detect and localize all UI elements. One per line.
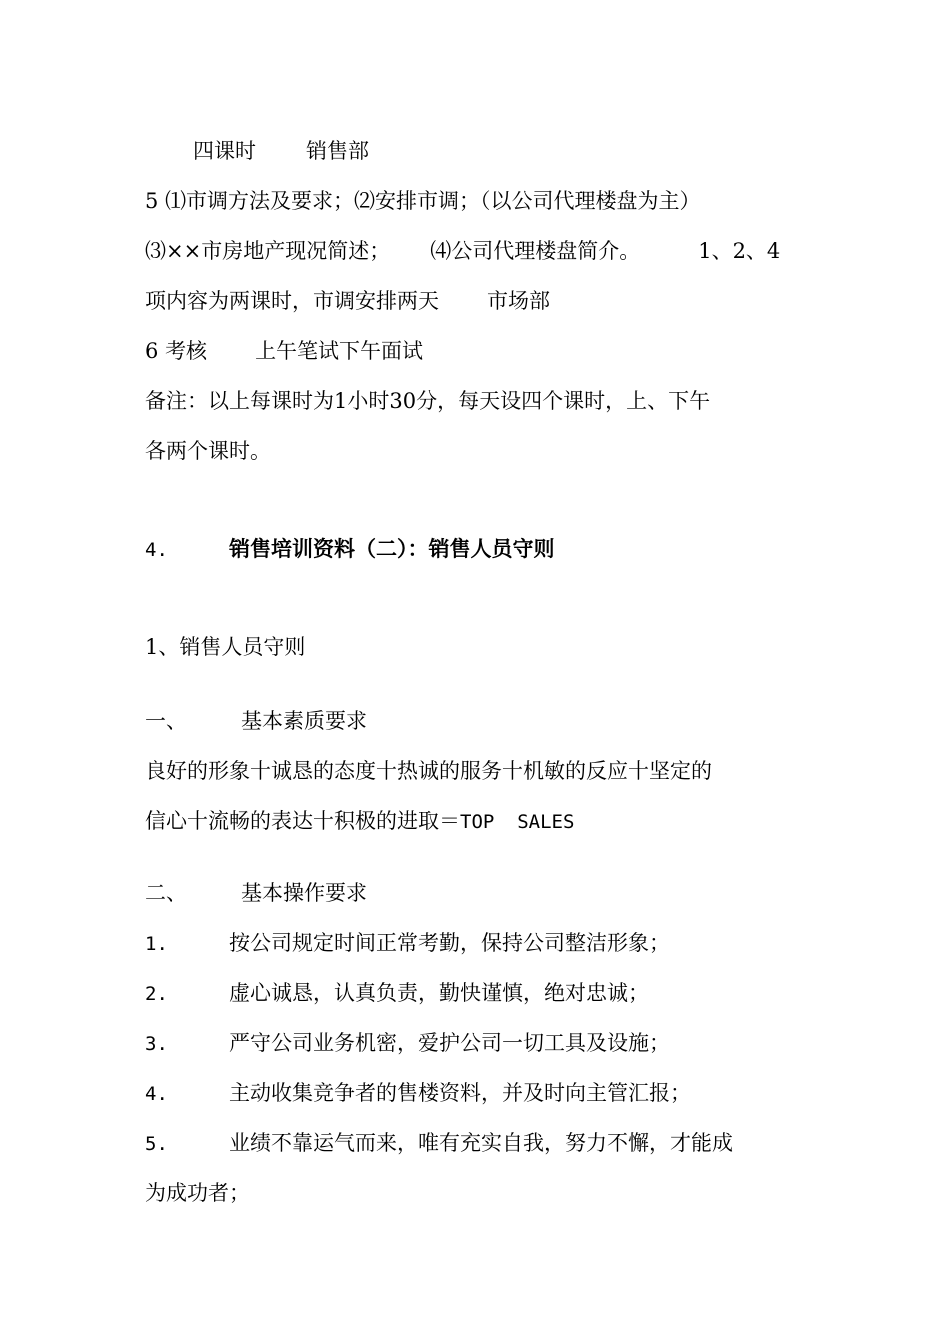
list-item (145, 978, 810, 1009)
list-item-number: 5. (145, 1133, 168, 1155)
list-item-text: 严守公司业务机密，爱护公司一切工具及设施； (229, 1031, 670, 1055)
section-heading-number: 4. (145, 539, 168, 561)
row6-item: 考核 (165, 339, 208, 363)
list-item (145, 1078, 810, 1109)
schedule-row-5-line2 (145, 236, 810, 266)
part1-line2 (145, 806, 810, 837)
part1-line1: 良好的形象十诚恳的态度十热诚的服务十机敏的反应十坚定的 (145, 759, 712, 783)
part1-title: 基本素质要求 (241, 709, 367, 733)
part1-heading (145, 706, 810, 736)
part1-number: 一、 (145, 709, 187, 733)
part2-number: 二、 (145, 881, 187, 905)
list-item-text: 虚心诚恳，认真负责，勤快谨慎，绝对忠诚； (229, 981, 649, 1005)
list-item (145, 928, 810, 959)
schedule-note-line2: 各两个课时。 (145, 439, 271, 463)
row6-detail: 上午笔试下午面试 (255, 339, 424, 363)
row4-dept: 销售部 (306, 139, 369, 163)
list-item-continuation: 为成功者； (145, 1181, 250, 1205)
list-item (145, 1128, 810, 1159)
schedule-row-4-tail (145, 136, 810, 166)
row5-number: 5 (145, 189, 159, 213)
section-heading-title: 销售培训资料（二）：销售人员守则 (229, 536, 555, 561)
part1-line2-text: 信心十流畅的表达十积极的进取＝ (145, 809, 460, 833)
list-item (145, 1028, 810, 1059)
row5-line2-b: ⑷公司代理楼盘简介。 (430, 239, 641, 263)
row5-line1: ⑴市调方法及要求；⑵安排市调；（以公司代理楼盘为主） (165, 189, 701, 213)
schedule-row-5-line1 (145, 186, 810, 216)
section-heading (145, 534, 810, 565)
list-item-number: 1. (145, 933, 168, 955)
part1-top-sales: TOP SALES (460, 811, 575, 833)
row5-line3-a: 项内容为两课时，市调安排两天 (145, 289, 439, 313)
row4-hours: 四课时 (193, 139, 256, 163)
subheading: 1、销售人员守则 (145, 635, 306, 659)
list-item-number: 4. (145, 1083, 168, 1105)
schedule-row-6 (145, 336, 810, 366)
schedule-note-line1: 备注：以上每课时为1小时30分，每天设四个课时，上、下午 (145, 389, 711, 413)
list-item-text: 主动收集竞争者的售楼资料，并及时向主管汇报； (229, 1081, 691, 1105)
list-item-text: 按公司规定时间正常考勤，保持公司整洁形象； (229, 931, 670, 955)
row5-dept: 市场部 (487, 289, 550, 313)
list-item-text: 业绩不靠运气而来，唯有充实自我，努力不懈，才能成 (229, 1131, 733, 1155)
part2-title: 基本操作要求 (241, 881, 367, 905)
schedule-row-5-line3 (145, 286, 810, 316)
row6-number: 6 (145, 339, 159, 363)
list-item-number: 2. (145, 983, 168, 1005)
row5-line2-a: ⑶××市房地产现况简述； (145, 239, 391, 263)
row5-line2-c: 1、2、4 (698, 239, 781, 263)
part2-heading (145, 878, 810, 908)
list-item-number: 3. (145, 1033, 168, 1055)
